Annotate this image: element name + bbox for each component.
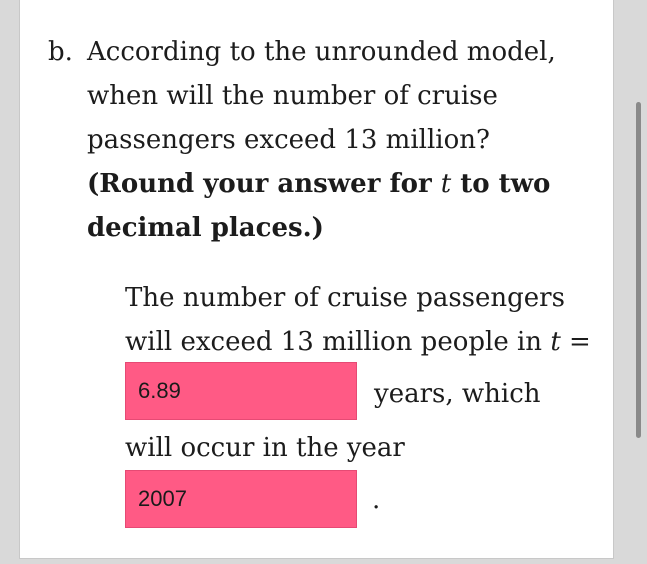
variable-t: t bbox=[440, 169, 452, 199]
rounding-instruction-line-1 bbox=[87, 162, 557, 206]
answer-line-2 bbox=[125, 320, 595, 364]
question-card bbox=[19, 0, 614, 559]
answer-line-2-b: = bbox=[560, 327, 591, 357]
year-input[interactable] bbox=[125, 470, 357, 528]
answer-line-2-a: will exceed 13 million people in bbox=[125, 327, 551, 357]
question-text bbox=[48, 30, 557, 250]
rounding-instruction-a: (Round your answer for bbox=[87, 169, 441, 199]
answer-line-1: The number of cruise passengers bbox=[125, 283, 565, 313]
answer-variable-t: t bbox=[550, 327, 561, 357]
question-line-1: According to the unrounded model, bbox=[87, 37, 556, 67]
rounding-instruction-line-2: decimal places.) bbox=[87, 213, 324, 243]
rounding-instruction-b: to two bbox=[451, 169, 551, 199]
question-line-2: when will the number of cruise bbox=[87, 81, 498, 111]
question-line-3: passengers exceed 13 million? bbox=[87, 125, 490, 155]
answer-line-3: will occur in the year bbox=[125, 433, 405, 463]
t-value-input[interactable] bbox=[125, 362, 357, 420]
t-value: 6.89 bbox=[138, 378, 181, 403]
closing-period: . bbox=[372, 485, 381, 515]
scrollbar[interactable] bbox=[636, 102, 641, 438]
after-t-input-text: years, which bbox=[374, 379, 541, 409]
question-label: b. bbox=[48, 37, 73, 67]
year-value: 2007 bbox=[138, 486, 187, 511]
answer-text bbox=[125, 276, 595, 364]
